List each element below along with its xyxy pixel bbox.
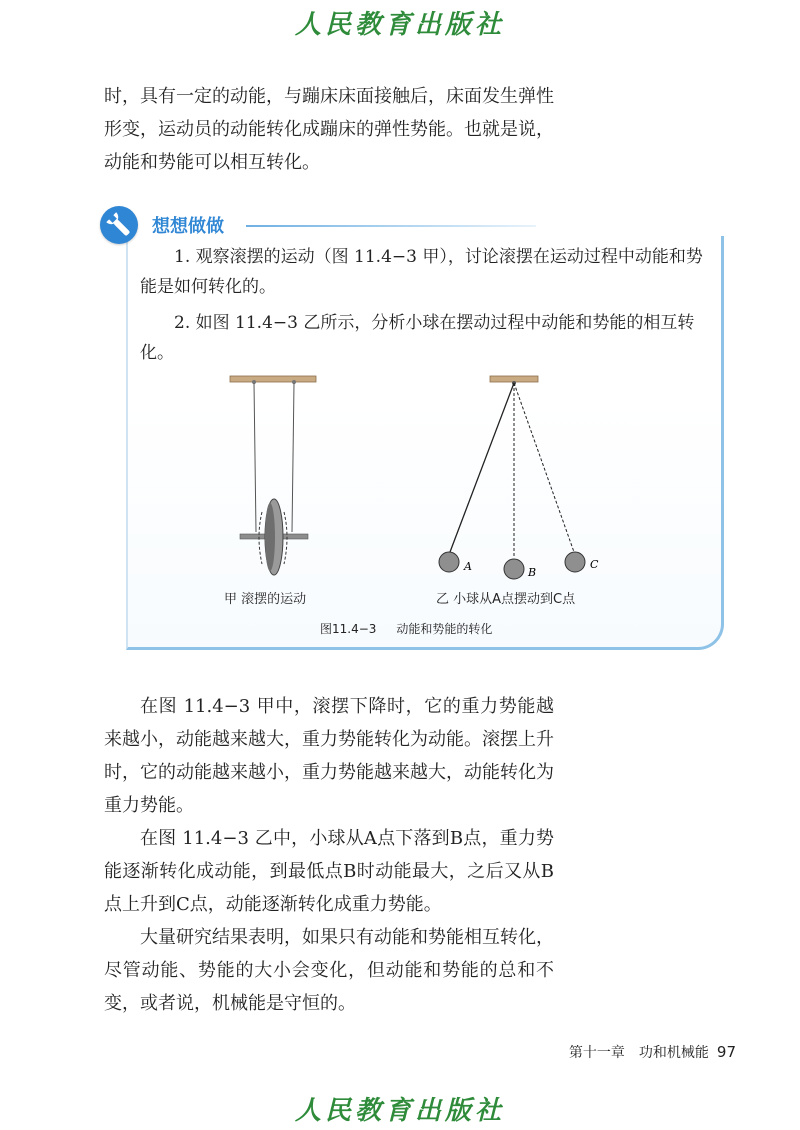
activity-item-2: 2. 如图 11.4−3 乙所示，分析小球在摆动过程中动能和势能的相互转化。 (140, 313, 695, 363)
caption-right: 乙 小球从A点摆动到C点 (436, 592, 576, 607)
activity-divider (246, 225, 536, 227)
paragraph-c: 大量研究结果表明，如果只有动能和势能相互转化，尽管动能、势能的大小会变化，但动能和势能的总和不变，或者说，机械能是守恒的。 (104, 927, 554, 1014)
wrench-icon (100, 206, 138, 244)
page-footer (569, 1042, 736, 1062)
activity-title: 想想做做 (152, 216, 224, 237)
page-number: 97 (716, 1043, 736, 1061)
activity-header (100, 206, 530, 246)
paragraph-a: 在图 11.4−3 甲中，滚摆下降时，它的重力势能越来越小，动能越来越大，重力势能转化为动能。滚摆上升时，它的动能越来越小，重力势能越来越大，动能转化为重力势能。 (104, 696, 554, 816)
intro-paragraph: 时，具有一定的动能，与蹦床床面接触后，床面发生弹性形变，运动员的动能转化成蹦床的弹性势能。也就是说，动能和势能可以相互转化。 (104, 86, 554, 173)
activity-item-1: 1. 观察滚摆的运动（图 11.4−3 甲），讨论滚摆在运动过程中动能和势能是如何转化的。 (140, 247, 703, 297)
publisher-logo-bottom: 人民教育出版社 (294, 1096, 505, 1126)
label-c: C (590, 558, 599, 571)
caption-left: 甲 滚摆的运动 (224, 592, 307, 607)
maxwell-wheel-illustration (230, 376, 316, 575)
ball-c (565, 552, 585, 572)
figure-caption (320, 620, 512, 637)
ball-a (439, 552, 459, 572)
figure-title: 动能和势能的转化 (396, 622, 493, 636)
paragraph-b: 在图 11.4−3 乙中，小球从A点下落到B点，重力势能逐渐转化成动能，到最低点B时动能最大，之后又从B点上升到C点，动能逐渐转化成重力势能。 (104, 828, 554, 915)
ball-b (504, 559, 524, 579)
label-a: A (464, 560, 472, 573)
figure-11-4-3 (200, 362, 640, 642)
publisher-logo-top: 人民教育出版社 (294, 10, 505, 40)
chapter-title: 第十一章 功和机械能 (568, 1045, 709, 1061)
figure-number: 图11.4−3 (320, 622, 377, 636)
pendulum-illustration (439, 376, 599, 579)
label-b: B (528, 566, 537, 579)
figure-illustration (200, 362, 640, 612)
